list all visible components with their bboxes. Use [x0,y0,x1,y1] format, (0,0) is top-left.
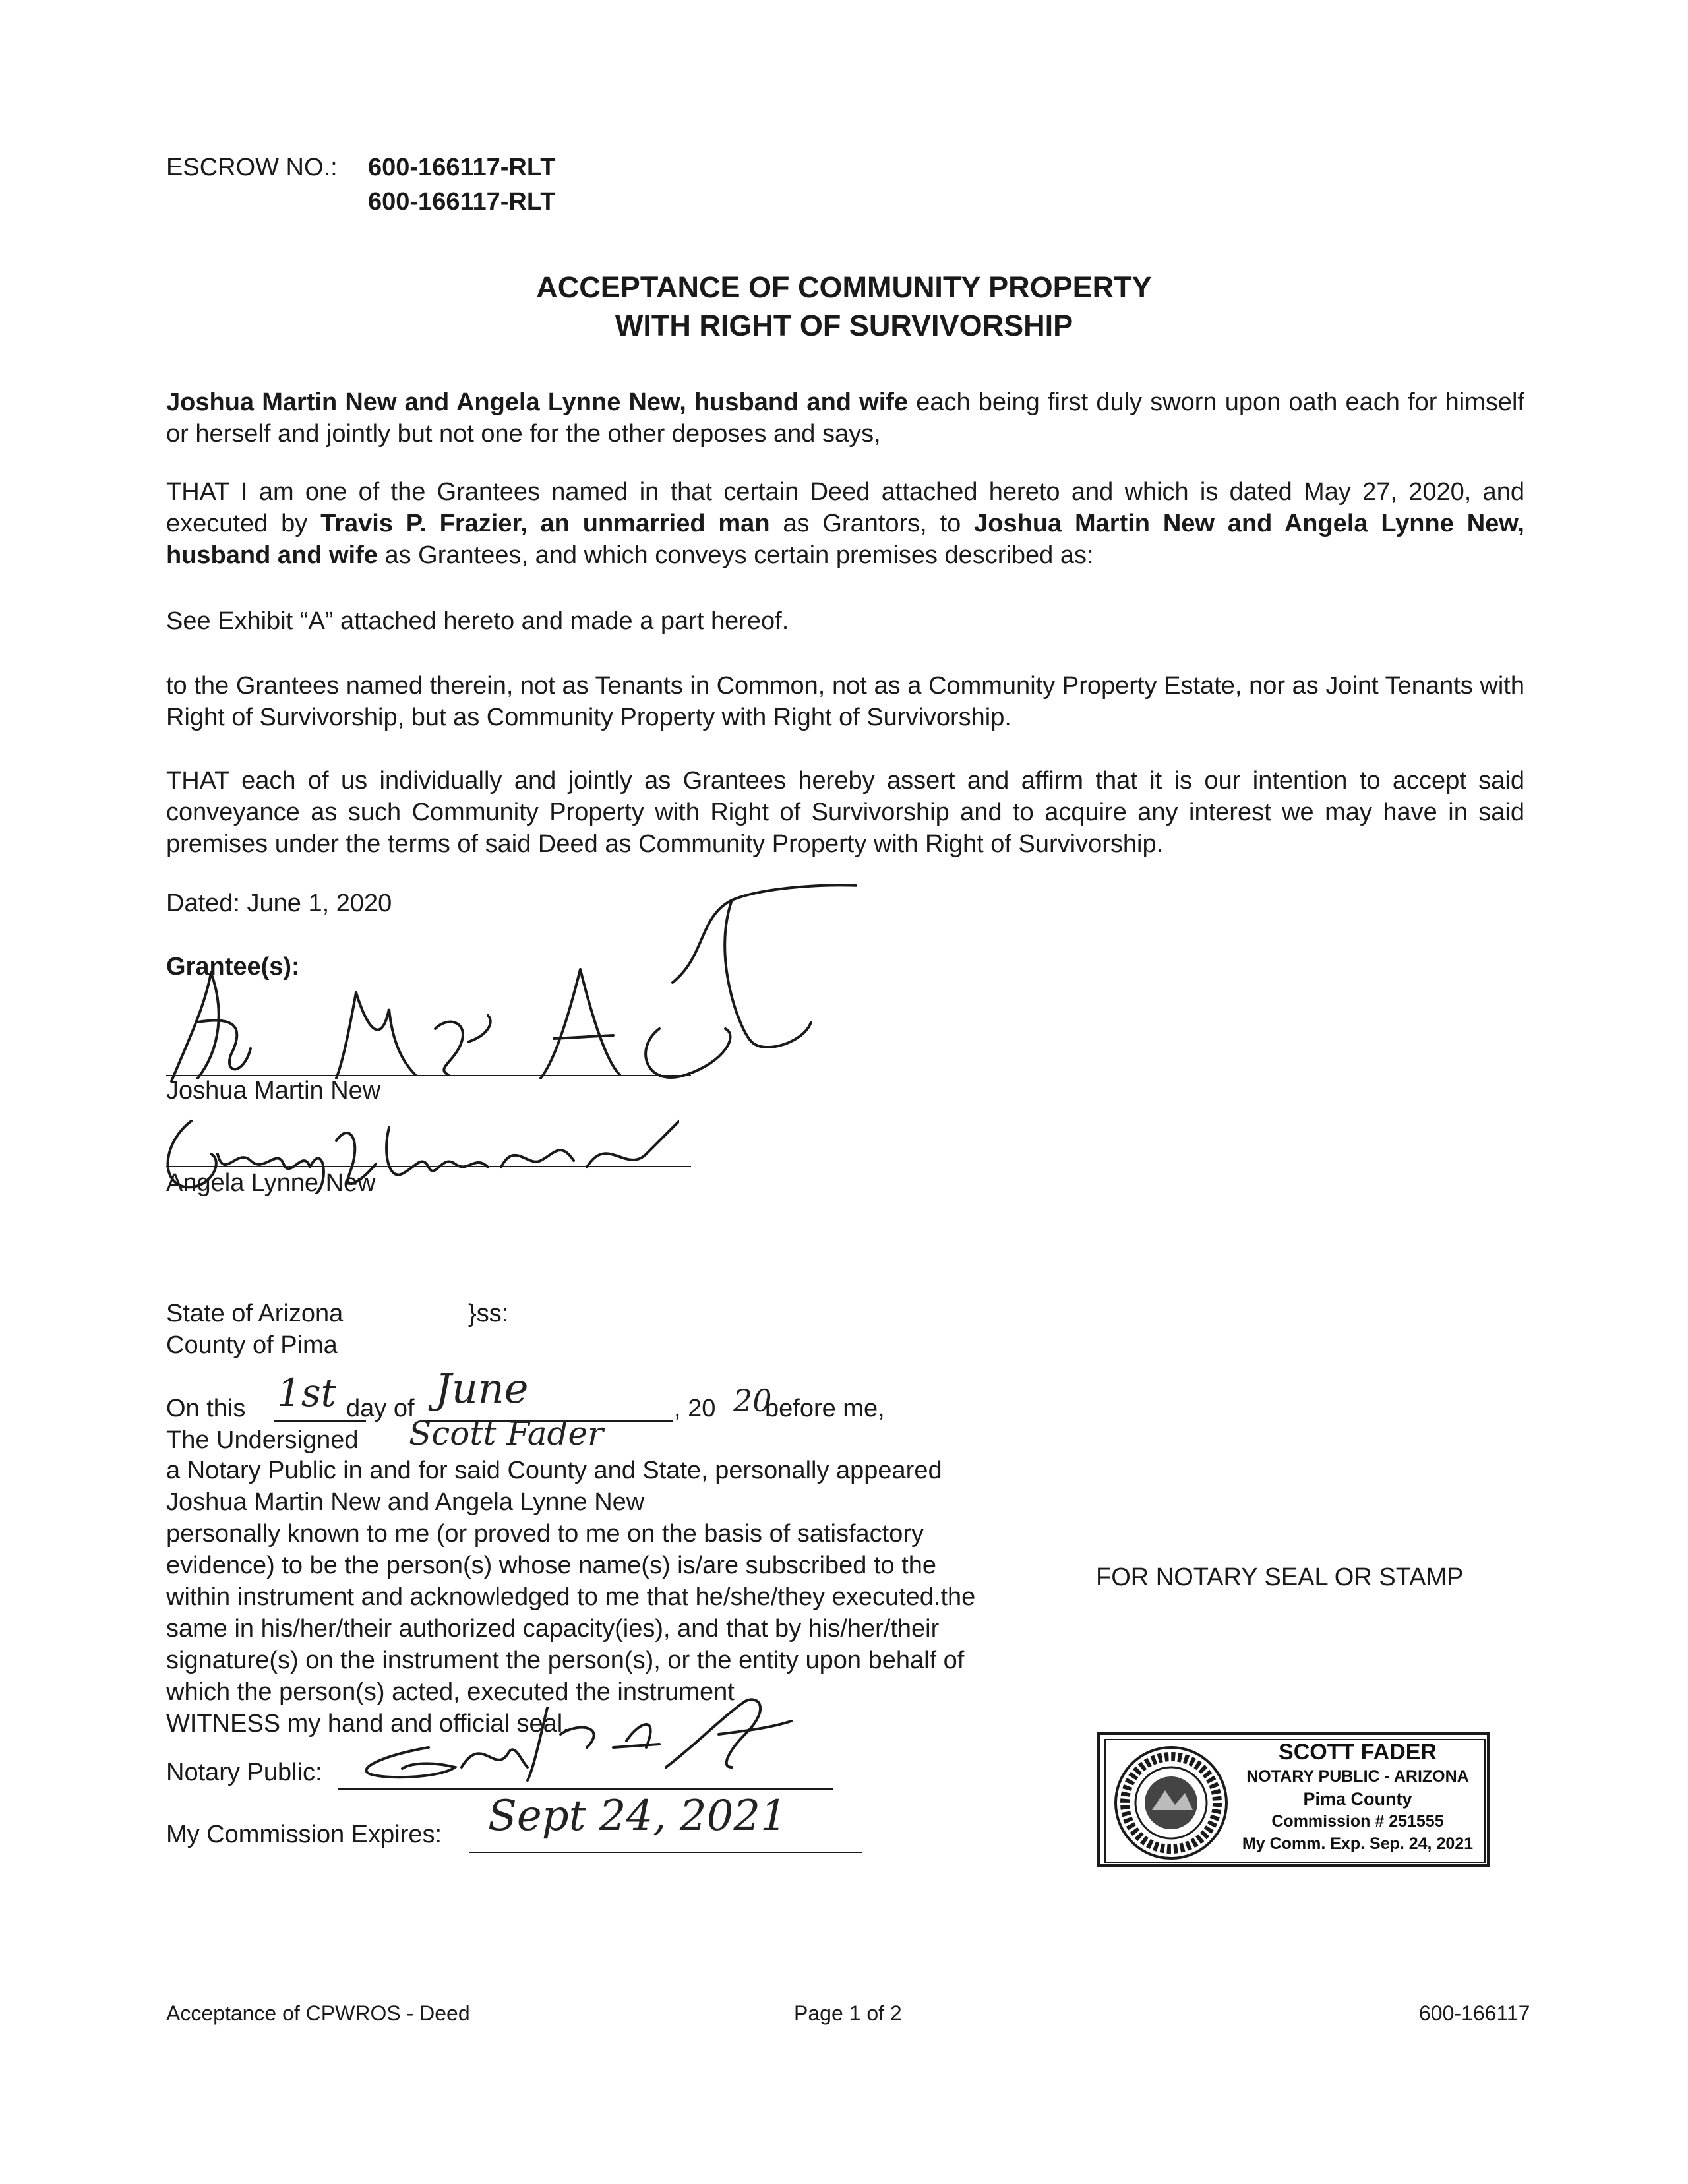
undersigned-handwritten: Scott Fader [409,1414,604,1453]
notary-body-line: WITNESS my hand and official seal. [166,1710,570,1738]
notary-body-line: signature(s) on the instrument the person(s), or the entity upon behalf of [166,1647,965,1674]
notary-public-label: Notary Public: [166,1759,322,1786]
notary-state: State of Arizona [166,1300,344,1327]
footer-left: Acceptance of CPWROS - Deed [166,2001,470,2025]
stamp-title: NOTARY PUBLIC - ARIZONA [1246,1767,1469,1786]
affiants-names: Joshua Martin New and Angela Lynne New, husband and wife [166,388,909,416]
footer-page-number: Page 1 of 2 [794,2001,902,2025]
escrow-label: ESCROW NO.: [166,154,338,181]
grantee-names: Joshua Martin New and Angela Lynne New, husband and wife [166,510,1524,569]
deed-text-a: THAT I am one of the Grantees named in that certain Deed attached hereto and which is dated May 27, 2020, and executed by [166,478,1524,537]
stamp-expires: My Comm. Exp. Sep. 24, 2021 [1242,1835,1474,1853]
notary-signature [349,1695,798,1794]
paragraph-affirmation: THAT each of us individually and jointly as Grantees hereby assert and affirm that it is our intention to accept said conveyance as such Community Property with Right of Survivorship and to acquire any interest we may have in said premises under the terms of said Deed as Community Property with Right of Survivorship. [166,767,1524,858]
deed-text-e: as Grantees, and which conveys certain premises described as: [377,541,1094,569]
notary-body-line: a Notary Public in and for said County and State, personally appeared [166,1457,942,1484]
stamp-county: Pima County [1303,1789,1412,1809]
notary-body-line: evidence) to be the person(s) whose name(s) is/are subscribed to the [166,1552,937,1579]
notary-body-line: which the person(s) acted, executed the instrument [166,1678,735,1706]
day-of-label: day of [346,1395,415,1422]
notary-county: County of Pima [166,1331,338,1359]
grantee-1-name: Joshua Martin New [166,1077,381,1105]
commission-line [469,1852,862,1853]
seal-caption: FOR NOTARY SEAL OR STAMP [1096,1563,1464,1591]
document-title-line-1: ACCEPTANCE OF COMMUNITY PROPERTY [536,270,1152,304]
escrow-number-2: 600-166117-RLT [368,188,556,216]
stamp-name: SCOTT FADER [1279,1740,1437,1765]
paragraph-tenancy: to the Grantees named therein, not as Tenants in Common, not as a Community Property Estate, nor as Joint Tenants with Right of Survivorship, but as Community Property with Right of Survivorship. [166,672,1524,731]
notary-body-line: personally known to me (or proved to me on the basis of satisfactory [166,1520,924,1548]
stamp-text [1232,1739,1483,1855]
affiants-text: each being first duly sworn upon oath each for himself or herself and jointly but not one for the other deposes and says, [166,388,1524,448]
paragraph-deed [166,476,1524,571]
grantee-2-name: Angela Lynne New [166,1169,376,1197]
grantees-label: Grantee(s): [166,953,300,981]
notary-body-line: same in his/her/their authorized capacity(ies), and that by his/her/their [166,1615,940,1643]
arizona-seal-icon [1112,1744,1230,1862]
notary-body-line: Joshua Martin New and Angela Lynne New [166,1488,645,1516]
grantor-name: Travis P. Frazier, an unmarried man [320,510,770,537]
day-handwritten: 1st [277,1370,336,1415]
paragraph-affiants [166,386,1524,450]
notary-ss: }ss: [468,1300,509,1327]
notary-body-line: within instrument and acknowledged to me that he/she/they executed.the [166,1583,976,1611]
deed-text-c: as Grantors, to [769,510,975,537]
undersigned-label: The Undersigned [166,1426,359,1454]
year-handwritten: 20 [733,1383,772,1418]
notary-stamp [1097,1732,1490,1867]
footer-right: 600-166117 [1419,2001,1530,2025]
before-me: before me, [765,1395,885,1422]
commission-handwritten: Sept 24, 2021 [488,1792,787,1840]
escrow-number-1: 600-166117-RLT [368,154,556,181]
month-handwritten: June [435,1364,529,1412]
on-this-label: On this [166,1395,246,1422]
paragraph-exhibit: See Exhibit “A” attached hereto and made a part hereof. [166,607,789,635]
document-title-line-2: WITH RIGHT OF SURVIVORSHIP [615,309,1073,342]
stamp-commission: Commission # 251555 [1271,1812,1444,1831]
year-prefix: , 20 [674,1395,716,1422]
commission-label: My Commission Expires: [166,1821,442,1848]
joshua-signature [158,877,857,1095]
dated-line: Dated: June 1, 2020 [166,890,392,917]
